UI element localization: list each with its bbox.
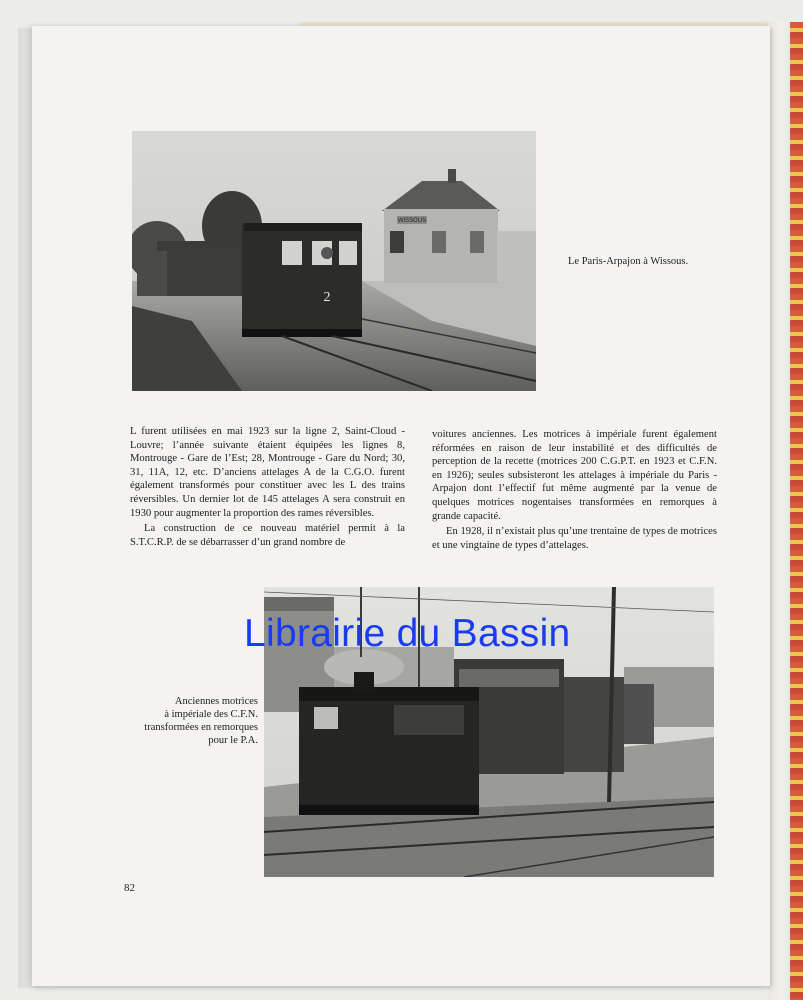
station-sign-text: WISSOUS — [397, 218, 427, 224]
photo1-image — [132, 131, 536, 391]
right-paragraph-1: voitures anciennes. Les motrices à impériale furent également réformées en raison de leur instabilité et des difficultés de perception de la recette (motrices 200 C.G.P.T. en 1923 et C.F.N. en 1926); seules subsisteront les attelages à impériale du Paris - Arpajon dont l’effectif fut même augmenté par la venue de quelques motrices nogentaises transformées en remorques à grande capacité. — [432, 429, 717, 522]
body-text-left-column — [130, 425, 405, 549]
photo2-caption — [130, 695, 258, 747]
page-number: 82 — [124, 882, 135, 894]
left-paragraph-1: L furent utilisées en mai 1923 sur la ligne 2, Saint-Cloud - Louvre; l’année suivante étaient équipées les lignes 8, Montrouge - Gare de l’Est; 28, Montrouge - Gare du Nord; 30, 31, 11A, 12, etc. D’anciens attelages A de la C.G.O. furent également transformés pour constituer avec les L des trains réversibles. Un dernier lot de 145 attelages A sera construit en 1930 pour augmenter la proportion des rames réversibles. — [130, 426, 405, 519]
body-text-right-column — [432, 428, 717, 552]
watermark-text: Librairie du Bassin — [244, 612, 571, 655]
photo2-caption-line-2: à impériale des C.F.N. — [164, 709, 258, 720]
photo2-caption-line-4: pour le P.A. — [208, 735, 258, 746]
book-cover-stripe — [790, 22, 803, 1000]
right-paragraph-2: En 1928, il n’existait plus qu’une trentaine de types de motrices et une vingtaine de types d’attelages. — [432, 526, 717, 551]
photo2-caption-line-3: transformées en remorques — [144, 722, 258, 733]
photo1-caption: Le Paris-Arpajon à Wissous. — [568, 256, 689, 267]
left-paragraph-2: La construction de ce nouveau matériel permit à la S.T.C.R.P. de se débarrasser d’un grand nombre de — [130, 523, 405, 548]
photo2-caption-line-1: Anciennes motrices — [174, 696, 258, 707]
locomotive-number: 2 — [323, 290, 331, 305]
photo-paris-arpajon-wissous — [132, 131, 536, 391]
